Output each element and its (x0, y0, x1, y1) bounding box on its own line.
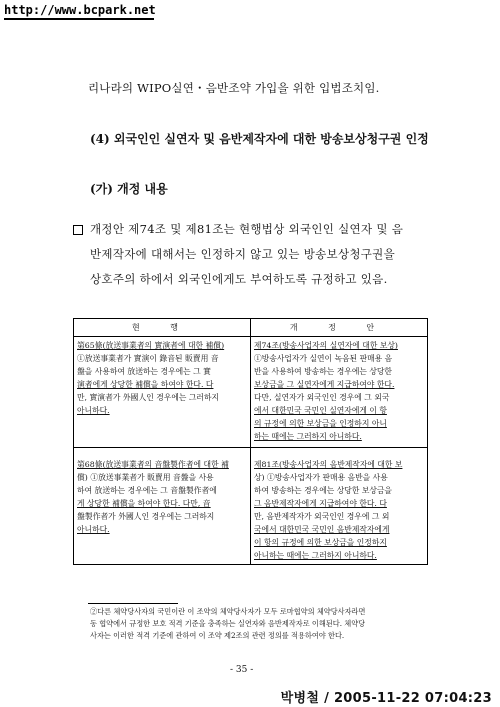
revised-74-line: 다만, 실연자가 외국인인 경우에 그 외국 (254, 393, 390, 402)
section-heading-4: (4) 외국인인 실연자 및 음반제작자에 대한 방송보상청구권 인정 (90, 132, 429, 146)
revised-74-line: 반을 사용하여 방송하는 경우에는 상당한 (254, 367, 392, 376)
revised-81-line: 아니하는 때에는 그러하지 아니하다. (254, 551, 377, 560)
current-68-line: 第68條(放送事業者의 音盤製作者에 대한 補 (77, 460, 229, 469)
current-65-line: 만, 實演者가 外國人인 경우에는 그러하지 (77, 393, 220, 402)
revised-74-line: 하는 때에는 그러하지 아니하다. (254, 432, 362, 441)
intro-line: 리나라의 WIPO실연・음반조약 가입을 위한 입법조치임. (88, 81, 380, 95)
comparison-table (73, 318, 428, 565)
column-header-current: 현 행 (74, 319, 251, 337)
revised-81-line: 하여 방송하는 경우에는 상당한 보상금을 (254, 486, 392, 495)
revised-81-line: 만, 음반제작자가 외국인인 경우에 그 외 (254, 512, 390, 521)
revised-74-line: 의 규정에 의한 보상금을 인정하지 아니 (254, 419, 387, 428)
body-line-1: 개정안 제74조 및 제81조는 현행법상 외국인인 실연자 및 음 (90, 222, 404, 236)
current-68-line: 하여 放送하는 경우에는 그 音盤製作者에 (77, 486, 217, 495)
body-line-2: 반제작자에 대해서는 인정하지 않고 있는 방송보상청구권을 (90, 247, 395, 261)
current-68-line: 盤製作者가 外國人인 경우에는 그러하지 (77, 512, 215, 521)
cell-current-article-68 (74, 448, 251, 565)
footnote-divider (88, 603, 178, 604)
current-65-line: ①放送事業者가 實演이 錄音된 販賣用 音 (77, 354, 219, 363)
revised-81-line: 제81조(방송사업자의 음반제작자에 대한 보 (254, 460, 403, 469)
watermark-url: http://www.bcpark.net (4, 3, 154, 20)
footnote-line-1: ②다른 체약당사자의 국민이란 이 조약의 체약당사자가 모두 로마협약의 체약당사자라면 (90, 607, 366, 616)
body-line-3: 상호주의 하에서 외국인에게도 부여하도록 규정하고 있음. (90, 272, 388, 286)
author-timestamp-stamp: 박병철 / 2005-11-22 07:04:23 (280, 691, 492, 706)
revised-81-line: 이 항의 규정에 의한 보상금을 인정하지 (254, 538, 387, 547)
current-65-line: 盤을 사용하여 放送하는 경우에는 그 實 (77, 367, 211, 376)
current-65-line: 演者에게 상당한 補償을 하여야 한다. 다 (77, 380, 214, 389)
current-68-line: 아니하다. (77, 525, 110, 534)
current-65-line: 아니하다. (77, 406, 110, 415)
cell-current-article-65 (74, 337, 251, 448)
footnote-line-3: 사자는 이러한 적격 기준에 관하여 이 조약 제2조의 관련 정의를 적용하여야 한다. (90, 631, 345, 640)
revised-74-line: 에서 대한민국 국민인 실연자에게 이 항 (254, 406, 387, 415)
table-row (74, 337, 428, 448)
revised-81-line: 그 음반제작자에게 지급하여야 한다. 다 (254, 499, 387, 508)
cell-revised-article-74 (251, 337, 428, 448)
footnote-line-2: 동 협약에서 규정한 보호 적격 기준을 충족하는 실연자와 음반제작자로 이해된다. 체약당 (90, 619, 366, 628)
table-row (74, 448, 428, 565)
page-number: - 35 - (230, 665, 254, 675)
revised-74-line: 보상금을 그 실연자에게 지급하여야 한다. (254, 380, 395, 389)
revised-74-line: ①방송사업자가 실연이 녹음된 판매용 음 (254, 354, 393, 363)
revised-74-line: 제74조(방송사업자의 실연자에 대한 보상) (254, 341, 398, 350)
current-65-line: 第65條(放送事業者의 實演者에 대한 補償) (77, 341, 225, 350)
column-header-revised: 개 정 안 (251, 319, 428, 337)
revised-81-line: 상) ①방송사업자가 판매용 음반을 사용 (254, 473, 388, 482)
revised-81-line: 국에서 대한민국 국민인 음반제작자에게 (254, 525, 390, 534)
current-68-line: 게 상당한 補償을 하여야 한다. 다만, 音 (77, 499, 211, 508)
cell-revised-article-81 (251, 448, 428, 565)
current-68-line: 償) ①放送事業者가 販賣用 音盤을 사용 (77, 473, 214, 482)
subsection-heading-ga: (가) 개정 내용 (90, 182, 168, 196)
checkbox-bullet-icon (73, 225, 83, 235)
